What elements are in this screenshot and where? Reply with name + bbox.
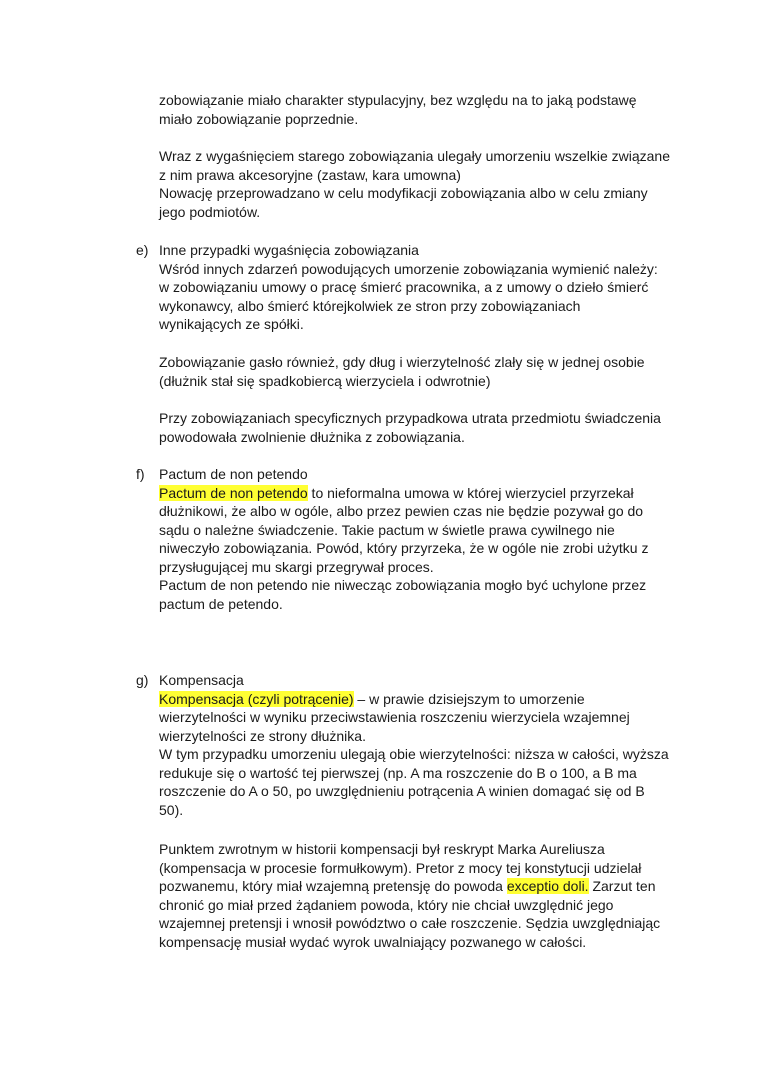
text-fragment: to nieformalna umowa w której wierzyciel przyrzekał <box>307 484 634 501</box>
text-fragment: Zarzut ten <box>588 878 656 894</box>
text-line: Przy zobowiązaniach specyficznych przypadkowa utrata przedmiotu świadczenia <box>159 410 661 426</box>
highlighted-term: Pactum de non petendo <box>159 484 308 501</box>
text-line: Punktem zwrotnym w historii kompensacji był reskrypt Marka Aureliusza <box>159 841 605 857</box>
text-line: Wśród innych zdarzeń powodujących umorzenie zobowiązania wymienić należy: <box>159 260 658 277</box>
section-e <box>159 241 689 334</box>
highlighted-term: exceptio doli. <box>506 878 589 894</box>
text-line: dłużnikowi, że albo w ogóle, albo przez pewien czas nie będzie pozywał go do <box>159 503 644 519</box>
text-line: redukuje się o wartość tej pierwszej (np. A ma roszczenie do B o 100, a B ma <box>159 764 637 781</box>
intro-paragraph <box>159 91 689 128</box>
text-line: jego podmiotów. <box>159 203 261 220</box>
text-line: wierzytelności ze strony dłużnika. <box>159 727 366 744</box>
text-line: miało zobowiązanie poprzednie. <box>159 110 359 127</box>
text-line: przysługującej mu skargi przegrywał proces. <box>159 558 434 575</box>
text-line: W tym przypadku umorzeniu ulegają obie wierzytelności: niższa w całości, wyższa <box>159 746 669 762</box>
text-fragment: pozwanemu, który miał wzajemną pretensję do powoda <box>159 878 507 894</box>
text-line: 50). <box>159 801 184 818</box>
text-line: Zobowiązanie gasło również, gdy dług i wierzytelność zlały się w jednej osobie <box>159 354 645 370</box>
text-line: wynikających ze spółki. <box>159 316 304 332</box>
text-line: z nim prawa akcesoryjne (zastaw, kara umowna) <box>159 166 461 183</box>
accessory-rights-paragraph <box>159 147 689 221</box>
text-line: powodowała zwolnienie dłużnika z zobowiązania. <box>159 428 465 445</box>
text-fragment: – w prawie dzisiejszym to umorzenie <box>353 690 585 707</box>
list-marker-g: g) <box>136 672 149 688</box>
text-line: w zobowiązaniu umowy o pracę śmierć pracownika, a z umowy o dzieło śmierć <box>159 279 649 295</box>
text-line: roszczenie do A o 50, po uwzględnieniu potrącenia A winien domagać się od B <box>159 783 645 799</box>
text-line: Pactum de non petendo nie niwecząc zobowiązania mogło być uchylone przez <box>159 577 647 593</box>
text-line: chronić go miał przed żądaniem powoda, który nie chciał uwzględnić jego <box>159 896 614 913</box>
section-f <box>159 465 689 613</box>
text-line <box>159 690 689 709</box>
section-e-paragraph-2 <box>159 353 689 390</box>
text-line: (kompensacja w procesie formułkowym). Pretor z mocy tej konstytucji udzielał <box>159 859 642 876</box>
text-line: Nowację przeprowadzano w celu modyfikacji zobowiązania albo w celu zmiany <box>159 185 648 201</box>
section-heading: Pactum de non petendo <box>159 466 308 482</box>
section-heading: Kompensacja <box>159 672 244 688</box>
text-line: wykonawcy, albo śmierć którejkolwiek ze stron przy zobowiązaniach <box>159 297 581 314</box>
section-g <box>159 671 689 819</box>
text-line: Wraz z wygaśnięciem starego zobowiązania ulegały umorzeniu wszelkie związane <box>159 148 670 164</box>
text-line: wzajemnej pretensji i wnosił powództwo o całe roszczenie. Sędzia uwzględniając <box>159 915 661 931</box>
text-line: kompensację musiał wydać wyrok uwalniający pozwanego w całości. <box>159 933 587 950</box>
text-line <box>159 484 689 503</box>
text-line: sądu o należne świadczenie. Takie pactum w świetle prawa cywilnego nie <box>159 521 615 538</box>
text-line <box>159 877 689 896</box>
text-line: niweczyło zobowiązania. Powód, który przyrzeka, że w ogóle nie zrobi użytku z <box>159 540 649 556</box>
text-line: wierzytelności w wyniku przeciwstawienia roszczeniu wierzyciela wzajemnej <box>159 709 630 725</box>
list-marker-f: f) <box>136 466 145 482</box>
section-g-paragraph-2 <box>159 840 689 951</box>
text-line: zobowiązanie miało charakter stypulacyjny, bez względu na to jaką podstawę <box>159 92 637 108</box>
text-line: (dłużnik stał się spadkobiercą wierzyciela i odwrotnie) <box>159 372 491 389</box>
section-e-paragraph-3 <box>159 409 689 446</box>
list-marker-e: e) <box>136 242 149 258</box>
section-heading: Inne przypadki wygaśnięcia zobowiązania <box>159 242 419 258</box>
highlighted-term: Kompensacja (czyli potrącenie) <box>159 690 354 707</box>
text-line: pactum de petendo. <box>159 595 283 612</box>
